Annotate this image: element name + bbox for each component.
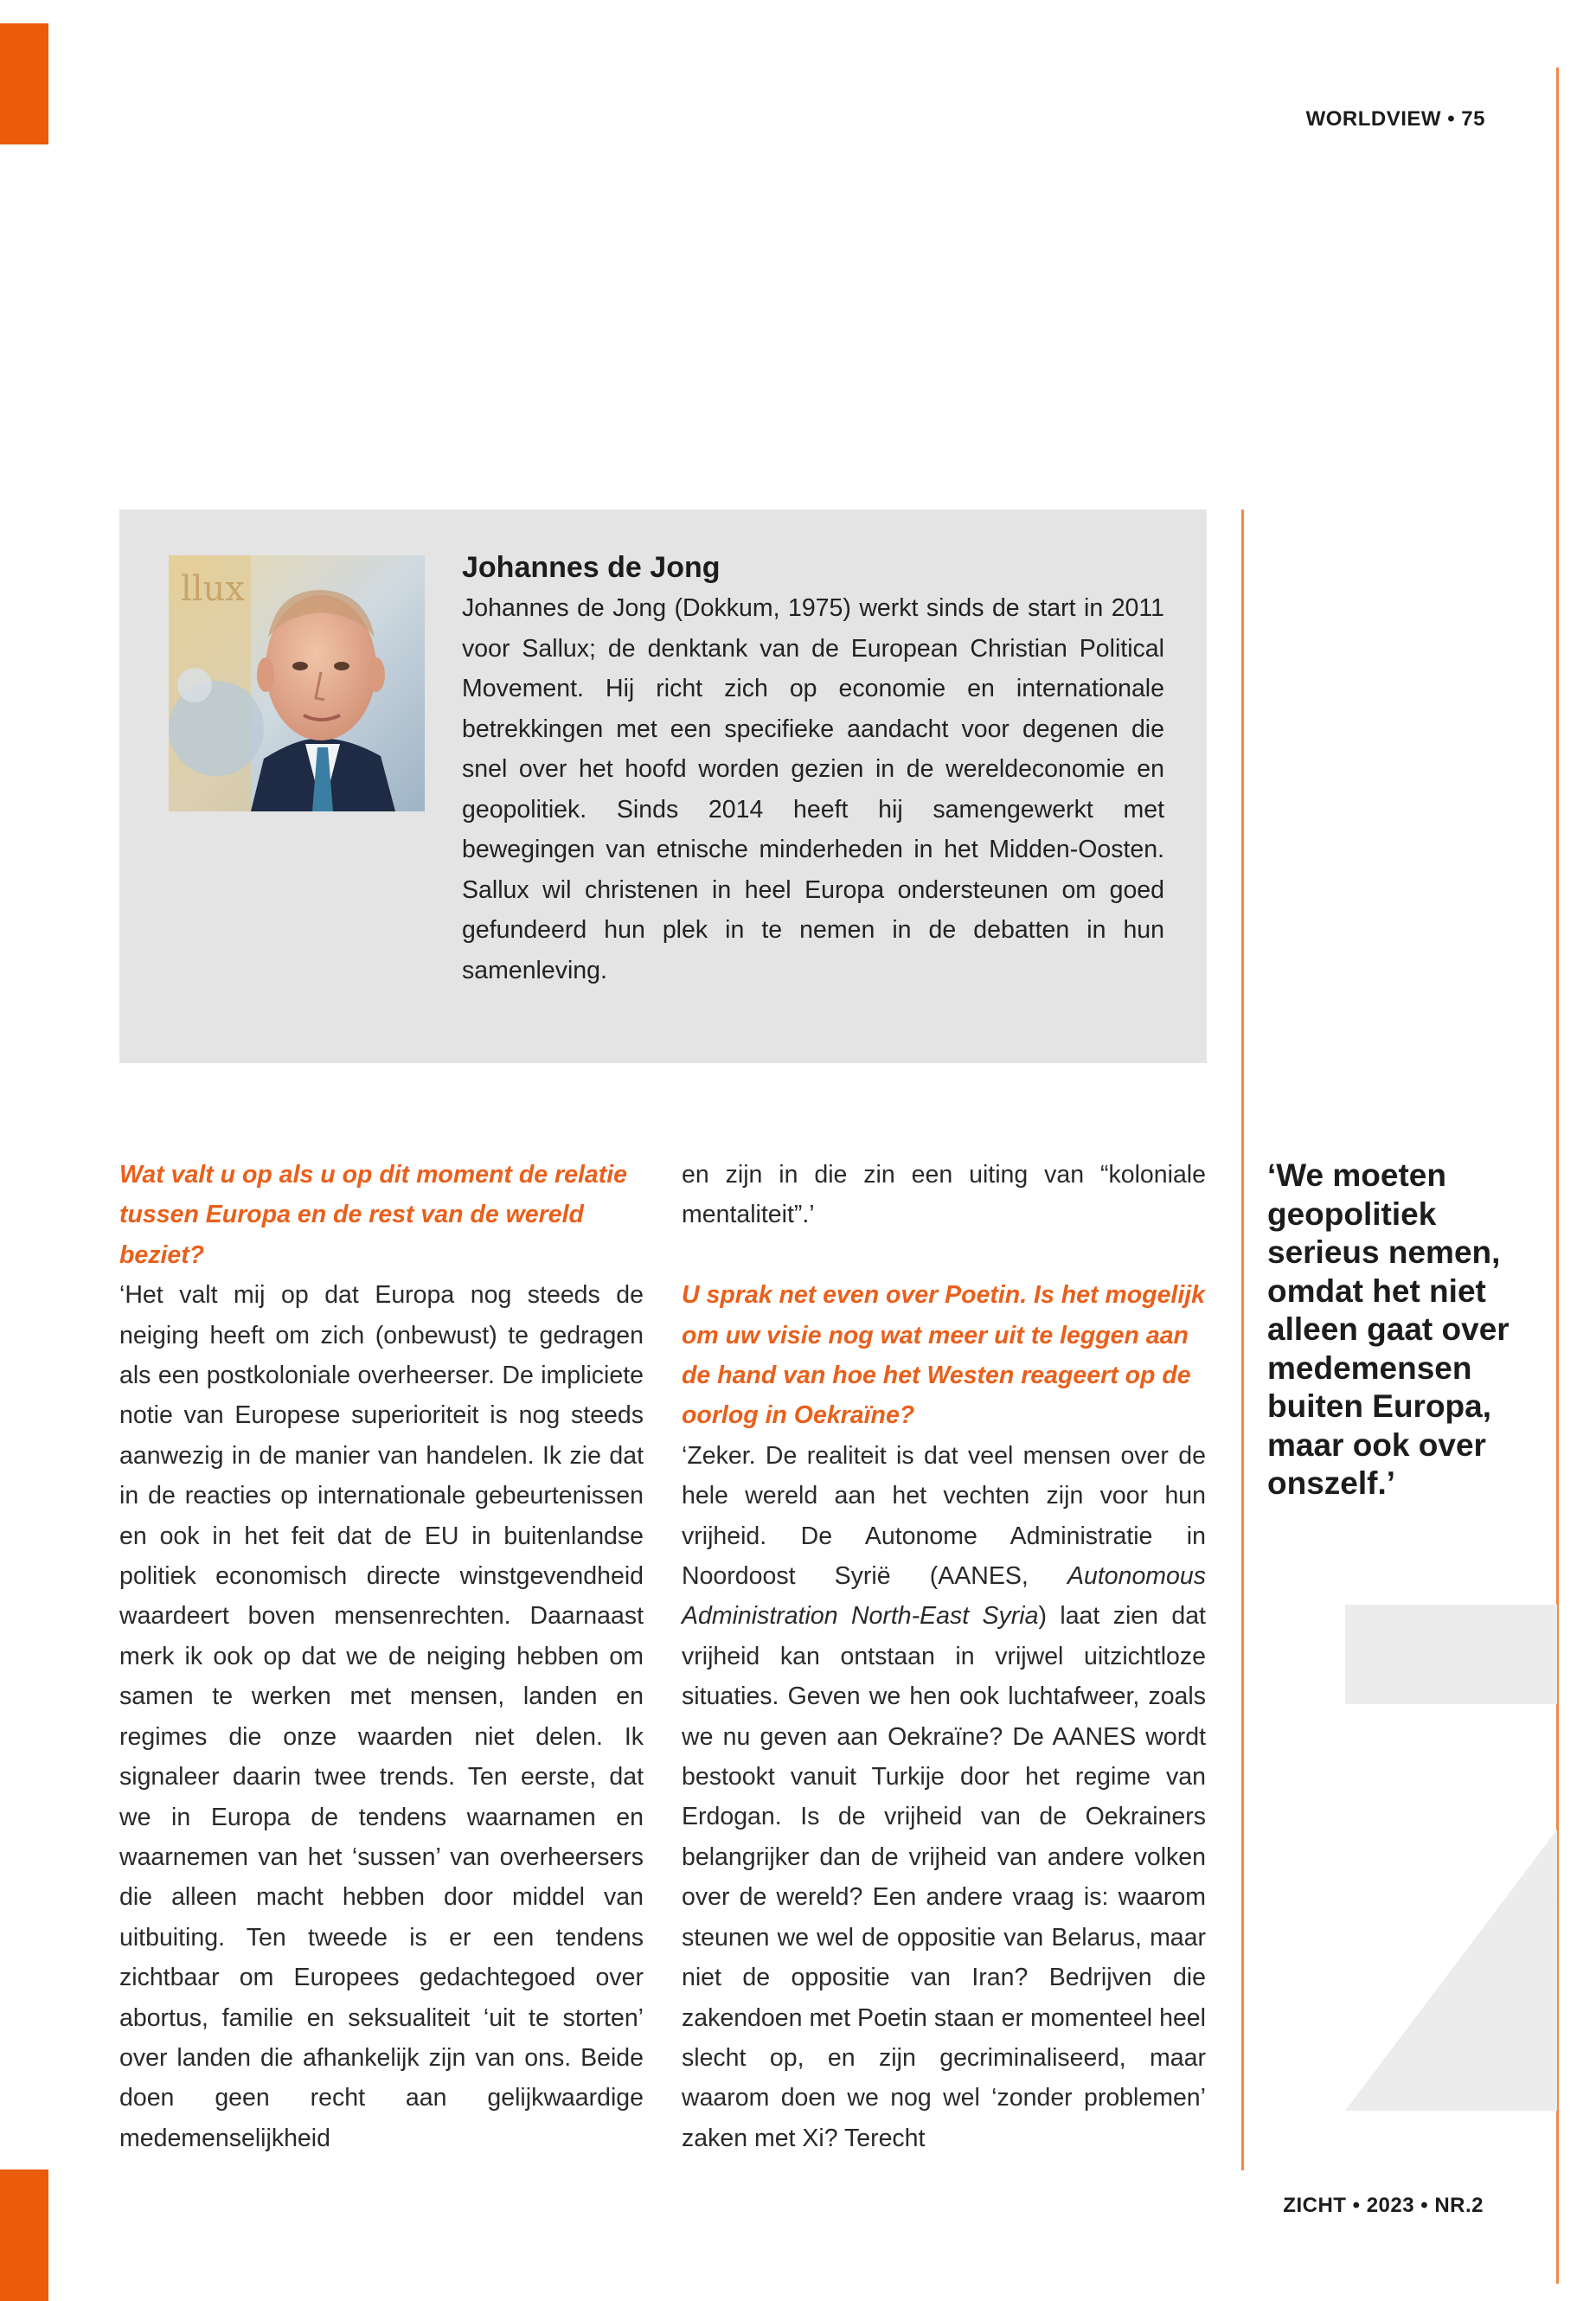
interview-answer-1: ‘Het valt mij op dat Europa nog steeds de neiging heeft om zich (onbewust) te gedragen als een postkoloniale overheerser. De impliciete notie van Europese superioriteit is nog steeds aanwezig in de manier van handelen. Ik zie dat in de reacties op internationale gebeurtenissen en ook in het feit dat de EU in buitenlandse politiek economisch directe winstgevendheid waardeert boven mensenrechten. Daarnaast merk ik ook op dat we de neiging hebben om samen te werken met mensen, landen en regimes die onze waarden niet delen. Ik signaleer daarin twee trends. Ten eerste, dat we in Europa de tendens waarnamen en waarnemen van het ‘sussen’ van overheersers die alleen macht hebben door middel van uitbuiting. Ten tweede is er een tendens zichtbaar om Europees gedachtegoed over abortus, familie en seksualiteit ‘uit te storten’ over landen die afhankelijk zijn van ons. Beide doen geen recht aan gelijkwaardige medemenselijkheid	[119, 1281, 644, 2152]
article-column-1	[119, 1155, 644, 2158]
article-column-2	[682, 1155, 1206, 2158]
sallux-sign-text: llux	[181, 569, 245, 609]
z-logo-watermark	[1345, 1605, 1557, 2111]
interview-question-1: Wat valt u op als u op dit moment de relatie tussen Europa en de rest van de wereld beziet?	[119, 1161, 627, 1269]
author-bio-box	[119, 510, 1207, 1063]
orange-edge-tab-top	[0, 23, 48, 144]
author-name: Johannes de Jong	[462, 551, 721, 584]
interview-answer-1-continued: en zijn in die zin een uiting van “koloniale mentaliteit”.’	[682, 1161, 1206, 1229]
author-portrait	[169, 555, 425, 811]
author-bio-text: Johannes de Jong (Dokkum, 1975) werkt sinds de start in 2011 voor Sallux; de denktank van de European Christian Political Movement. Hij richt zich op economie en internationale betrekkingen met een specifieke aandacht voor degenen die snel over het hoofd worden gezien in de wereldeconomie en geopolitiek. Sinds 2014 heeft hij samengewerkt met bewegingen van etnische minderheden in het Midden-Oosten. Sallux wil christenen in heel Europa ondersteunen om goed gefundeerd hun plek in te nemen in de debatten in hun samenleving.	[462, 594, 1164, 984]
interview-answer-2: ‘Zeker. De realiteit is dat veel mensen over de hele wereld aan het vechten zijn voor hun vrijheid. De Autonome Administratie in Noordoost Syrië (AANES, Autonomous Administration North-East Syria) laat zien dat vrijheid kan ontstaan in vrijwel uitzichtloze situaties. Geven we hen ook luchtafweer, zoals we nu geven aan Oekraïne? De AANES wordt bestookt vanuit Turkije door het regime van Erdogan. Is de vrijheid van de Oekrainers belangrijker dan de vrijheid van andere volken over de wereld? Een andere vraag is: waarom steunen we wel de oppositie van Belarus, maar niet de oppositie van Iran? Bedrijven die zakendoen met Poetin staan er momenteel heel slecht op, en zijn gecriminaliseerd, maar waarom doen we nog wel ‘zonder problemen’ zaken met Xi? Terecht	[682, 1441, 1206, 2152]
running-head: WORLDVIEW • 75	[1305, 107, 1485, 131]
column-divider-rule	[1241, 510, 1244, 2170]
pull-quote: ‘We moeten geopolitiek serieus nemen, omdat het niet alleen gaat over medemensen buiten Europa, maar ook over onszelf.’	[1267, 1157, 1509, 1501]
running-foot: ZICHT • 2023 • NR.2	[1283, 2194, 1484, 2217]
orange-edge-tab-bottom	[0, 2170, 48, 2301]
interview-question-2: U sprak net even over Poetin. Is het mogelijk om uw visie nog wat meer uit te leggen aan de hand van hoe het Westen reageert op de oorlog in Oekraïne?	[682, 1281, 1206, 1430]
